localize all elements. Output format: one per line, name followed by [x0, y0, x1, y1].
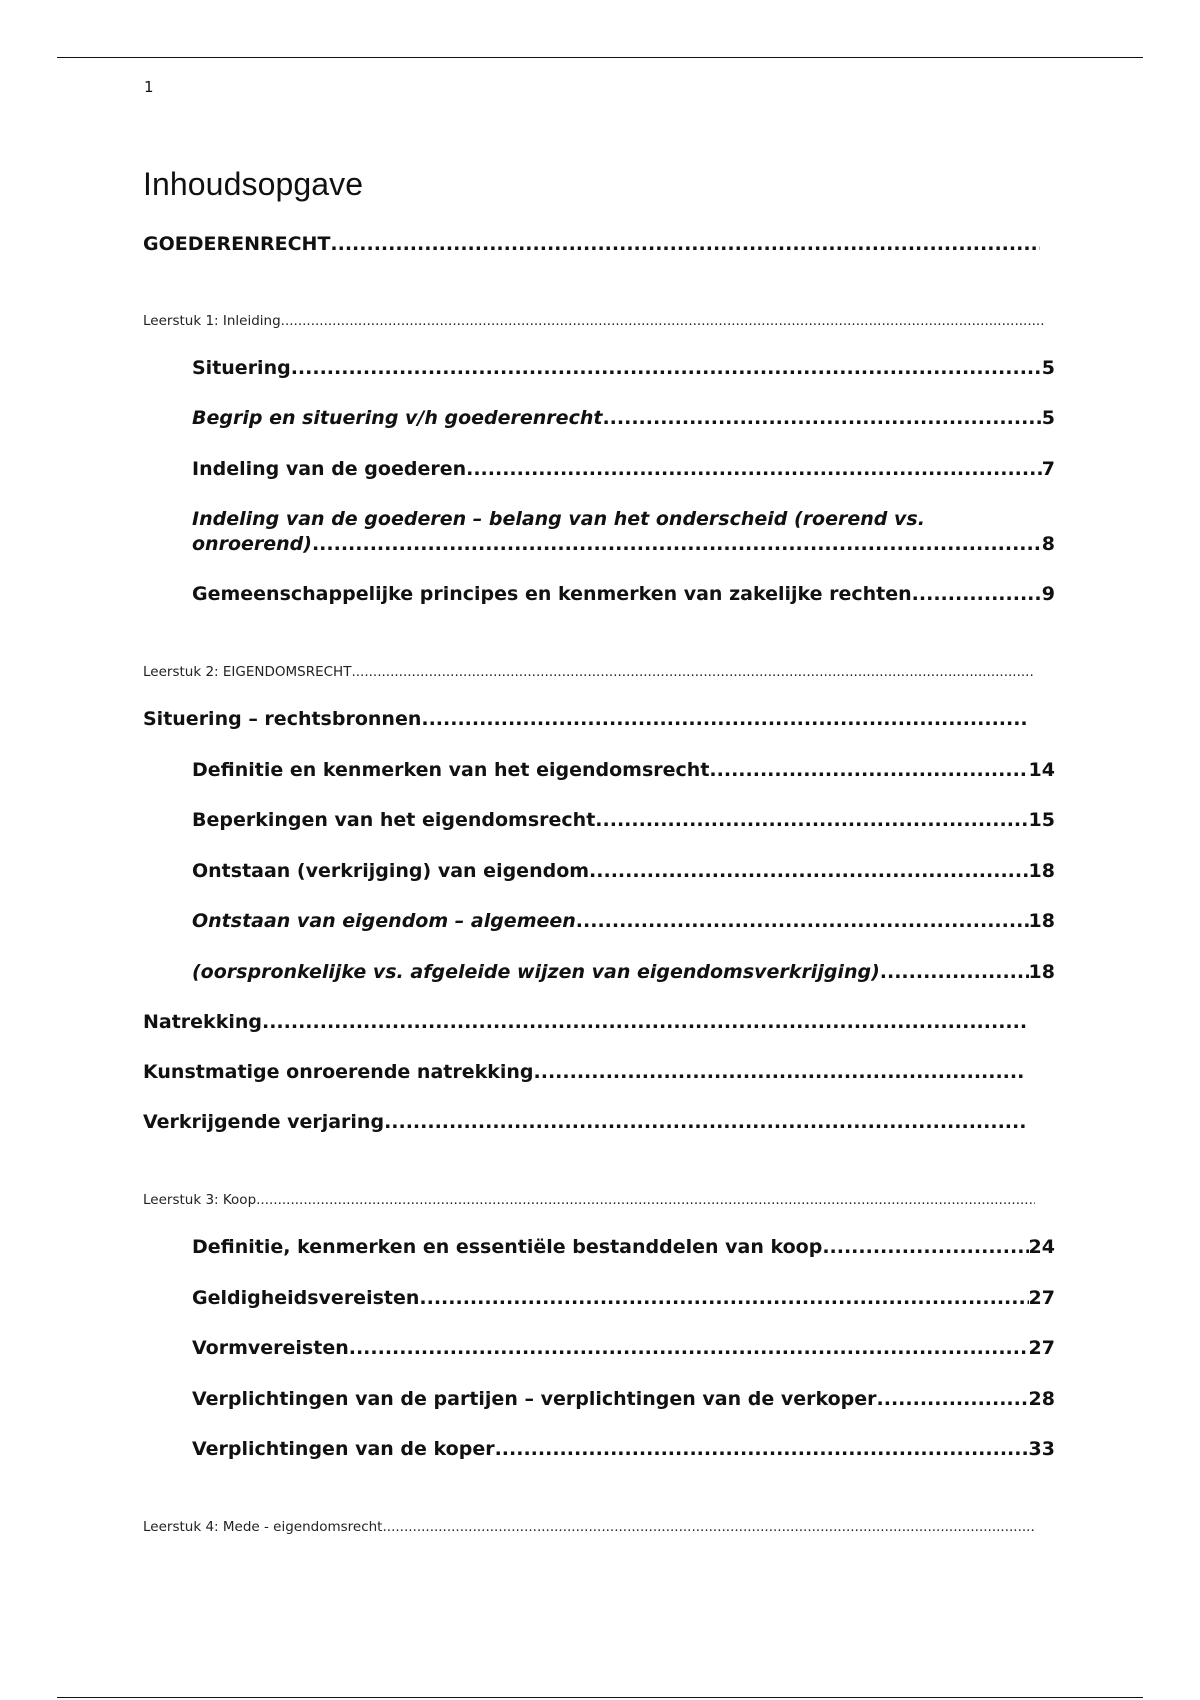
toc-entry-kunstmatige-natrekking[interactable] — [143, 1061, 1026, 1083]
toc-page-number: 5 — [1041, 407, 1055, 429]
toc-entry-label: (oorspronkelijke vs. afgeleide wijzen van eigendomsverkrijging) — [192, 961, 880, 983]
toc-entry-label: Leerstuk 3: Koop — [143, 1192, 257, 1208]
toc-entry-label: Definitie, kenmerken en essentiële bestanddelen van koop — [192, 1236, 823, 1258]
toc-entry-gemeenschappelijke[interactable] — [192, 583, 1055, 605]
toc-entry-label: Indeling van de goederen — [192, 458, 467, 480]
toc-entry-label: Beperkingen van het eigendomsrecht — [192, 809, 596, 831]
toc-entry-situering-rechtsbronnen[interactable] — [143, 708, 1026, 730]
toc-entry-oorspronkelijke[interactable] — [192, 961, 1055, 983]
toc-leader — [602, 407, 1041, 429]
toc-leader — [576, 910, 1029, 932]
toc-entry-verplichtingen-koper[interactable] — [192, 1438, 1055, 1460]
toc-leader — [262, 1011, 1026, 1033]
toc-leader — [312, 533, 1042, 555]
toc-entry-natrekking[interactable] — [143, 1011, 1026, 1033]
toc-page-number: 5 — [1041, 357, 1055, 379]
toc-entry-label: Ontstaan van eigendom – algemeen — [192, 910, 576, 932]
toc-leader — [419, 1287, 1028, 1309]
toc-entry-geldigheidsvereisten[interactable] — [192, 1287, 1055, 1309]
toc-leader — [822, 1236, 1028, 1258]
toc-page-number: 7 — [1041, 458, 1055, 480]
toc-entry-label: Natrekking — [143, 1011, 262, 1033]
toc-entry-label: onroerend) — [192, 533, 312, 555]
toc-entry-situering[interactable] — [192, 357, 1055, 379]
toc-leader — [330, 233, 1040, 255]
toc-page-number: 28 — [1028, 1388, 1055, 1410]
toc-entry-leerstuk-4[interactable] — [143, 1519, 1035, 1535]
toc-entry-ontstaan[interactable] — [192, 860, 1055, 882]
toc-leader — [877, 1388, 1029, 1410]
toc-entry-indeling[interactable] — [192, 458, 1055, 480]
toc-page-number: 18 — [1028, 910, 1055, 932]
toc-page-number: 24 — [1028, 1236, 1055, 1258]
toc-entry-label: Kunstmatige onroerende natrekking — [143, 1061, 534, 1083]
toc-leader — [351, 664, 1035, 680]
toc-entry-label: Begrip en situering v/h goederenrecht — [192, 407, 603, 429]
toc-entry-leerstuk-2[interactable] — [143, 664, 1035, 680]
toc-entry-label: Verplichtingen van de koper — [192, 1438, 495, 1460]
toc-leader — [880, 961, 1029, 983]
toc-entry-label: Geldigheidsvereisten — [192, 1287, 420, 1309]
toc-leader — [281, 313, 1045, 329]
toc-page-number: 18 — [1028, 961, 1055, 983]
toc-entry-leerstuk-1[interactable] — [143, 313, 1045, 329]
toc-entry-begrip[interactable] — [192, 407, 1055, 429]
toc-page-number: 8 — [1041, 533, 1055, 555]
toc-entry-leerstuk-3[interactable] — [143, 1192, 1035, 1208]
toc-leader — [912, 583, 1042, 605]
toc-entry-definitie-eigendomsrecht[interactable] — [192, 759, 1055, 781]
toc-page-number: 14 — [1028, 759, 1055, 781]
toc-leader — [384, 1111, 1026, 1133]
top-rule — [57, 57, 1143, 58]
toc-entry-beperkingen[interactable] — [192, 809, 1055, 831]
toc-entry-label: Leerstuk 4: Mede - eigendomsrecht — [143, 1519, 383, 1535]
toc-page-number: 9 — [1041, 583, 1055, 605]
toc-page-number: 27 — [1028, 1287, 1055, 1309]
bottom-rule — [57, 1697, 1143, 1698]
toc-page-number: 15 — [1028, 809, 1055, 831]
toc-entry-label: Gemeenschappelijke principes en kenmerken van zakelijke rechten — [192, 583, 912, 605]
toc-entry-label: Situering – rechtsbronnen — [143, 708, 422, 730]
toc-entry-indeling-belang-line1[interactable]: Indeling van de goederen – belang van het onderscheid (roerend vs. — [192, 508, 925, 530]
toc-entry-vormvereisten[interactable] — [192, 1337, 1055, 1359]
toc-entry-label: Verplichtingen van de partijen – verplichtingen van de verkoper — [192, 1388, 877, 1410]
toc-entry-indeling-belang[interactable] — [192, 533, 1055, 555]
page-title: Inhoudsopgave — [143, 166, 364, 202]
toc-leader — [534, 1061, 1026, 1083]
toc-entry-goederenrecht[interactable] — [143, 233, 1040, 255]
toc-leader — [421, 708, 1026, 730]
toc-page-number: 33 — [1028, 1438, 1055, 1460]
toc-entry-label: Verkrijgende verjaring — [143, 1111, 385, 1133]
toc-leader — [495, 1438, 1029, 1460]
toc-entry-label: Leerstuk 1: Inleiding — [143, 313, 281, 329]
toc-page-number: 27 — [1028, 1337, 1055, 1359]
toc-leader — [595, 809, 1028, 831]
toc-leader — [291, 357, 1042, 379]
toc-leader — [349, 1337, 1029, 1359]
toc-page-number: 18 — [1028, 860, 1055, 882]
page-number: 1 — [144, 78, 154, 96]
toc-entry-definitie-koop[interactable] — [192, 1236, 1055, 1258]
toc-leader — [256, 1192, 1035, 1208]
toc-entry-verkrijgende-verjaring[interactable] — [143, 1111, 1026, 1133]
toc-entry-label: GOEDERENRECHT — [143, 233, 331, 255]
toc-leader — [709, 759, 1028, 781]
toc-entry-label: Ontstaan (verkrijging) van eigendom — [192, 860, 590, 882]
toc-entry-ontstaan-algemeen[interactable] — [192, 910, 1055, 932]
toc-entry-verplichtingen-verkoper[interactable] — [192, 1388, 1055, 1410]
toc-entry-label: Situering — [192, 357, 291, 379]
toc-leader — [382, 1519, 1035, 1535]
toc-entry-label: Definitie en kenmerken van het eigendomsrecht — [192, 759, 710, 781]
toc-entry-label: Leerstuk 2: EIGENDOMSRECHT — [143, 664, 352, 680]
toc-entry-label: Vormvereisten — [192, 1337, 349, 1359]
toc-leader — [589, 860, 1029, 882]
toc-leader — [466, 458, 1042, 480]
